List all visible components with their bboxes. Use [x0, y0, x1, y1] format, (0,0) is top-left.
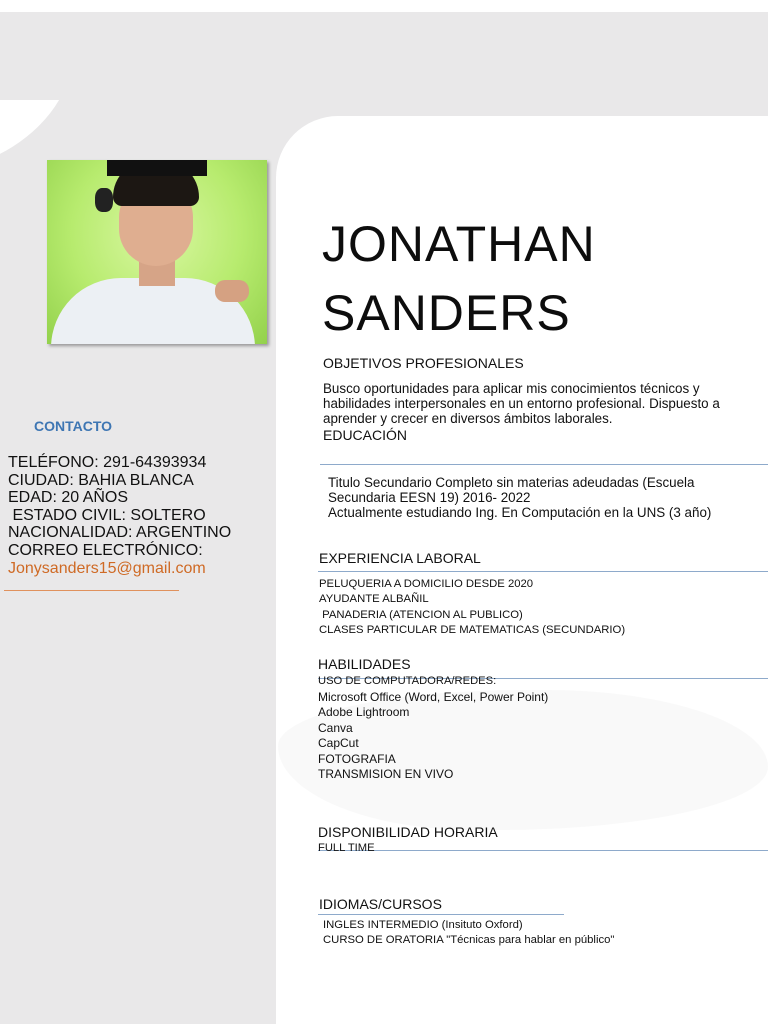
availability-divider: [318, 850, 768, 851]
contact-age: EDAD: 20 AÑOS: [8, 489, 129, 507]
contact-email-link[interactable]: Jonysanders15@gmail.com: [8, 559, 206, 577]
education-divider: [320, 464, 768, 465]
experience-item: CLASES PARTICULAR DE MATEMATICAS (SECUNDARIO): [319, 623, 626, 636]
languages-list: [323, 918, 614, 947]
skill-item: Adobe Lightroom: [318, 705, 410, 719]
availability-heading: DISPONIBILIDAD HORARIA: [318, 824, 498, 840]
contact-nationality: NACIONALIDAD: ARGENTINO: [8, 524, 232, 542]
experience-divider: [318, 571, 768, 572]
profile-photo: [47, 160, 267, 344]
contact-phone: TELÉFONO: 291-64393934: [8, 454, 207, 471]
contact-city: CIUDAD: BAHIA BLANCA: [8, 471, 194, 489]
last-name: SANDERS: [322, 285, 571, 341]
experience-item: PANADERIA (ATENCION AL PUBLICO): [319, 608, 523, 621]
experience-item: PELUQUERIA A DOMICILIO DESDE 2020: [319, 578, 534, 590]
language-item: INGLES INTERMEDIO (Insituto Oxford): [323, 919, 523, 931]
contact-email-label: CORREO ELECTRÓNICO:: [8, 541, 203, 559]
skills-heading: HABILIDADES: [318, 656, 411, 672]
languages-divider: [318, 914, 564, 915]
availability-value: FULL TIME: [318, 842, 375, 854]
experience-heading: EXPERIENCIA LABORAL: [319, 550, 481, 566]
skill-item: CapCut: [318, 736, 359, 750]
education-line: Titulo Secundario Completo sin materias adeudadas (Escuela: [328, 475, 695, 490]
skill-item: Microsoft Office (Word, Excel, Power Point): [318, 689, 549, 704]
objectives-heading: OBJETIVOS PROFESIONALES: [323, 355, 524, 371]
first-name: JONATHAN: [322, 216, 596, 272]
contact-list: [8, 454, 273, 577]
decorative-corner: [0, 100, 59, 166]
skill-item: Canva: [318, 720, 353, 735]
skill-item: USO DE COMPUTADORA/REDES:: [318, 675, 497, 687]
education-list: [328, 476, 711, 520]
skill-item: FOTOGRAFIA: [318, 751, 396, 766]
objectives-text: Busco oportunidades para aplicar mis conocimientos técnicos y habilidades interpersonales en un entorno profesional. Dispuesto a aprender y crecer en diversos ámbitos laborales.: [323, 381, 720, 426]
experience-list: [319, 577, 625, 638]
languages-heading: IDIOMAS/CURSOS: [319, 896, 442, 912]
education-line: Secundaria EESN 19) 2016- 2022: [328, 489, 531, 505]
education-line: Actualmente estudiando Ing. En Computación en la UNS (3 año): [328, 504, 712, 520]
experience-item: AYUDANTE ALBAÑIL: [319, 593, 429, 606]
language-item: CURSO DE ORATORIA "Técnicas para hablar en público": [323, 933, 615, 946]
contact-divider: [4, 590, 179, 591]
skill-item: TRANSMISION EN VIVO: [318, 767, 454, 781]
candidate-name: [322, 210, 596, 348]
contact-heading: CONTACTO: [34, 418, 113, 434]
top-strip: [0, 0, 768, 12]
education-heading: EDUCACIÓN: [323, 427, 408, 443]
skills-list: [318, 674, 548, 783]
contact-civil-status: ESTADO CIVIL: SOLTERO: [8, 506, 206, 524]
